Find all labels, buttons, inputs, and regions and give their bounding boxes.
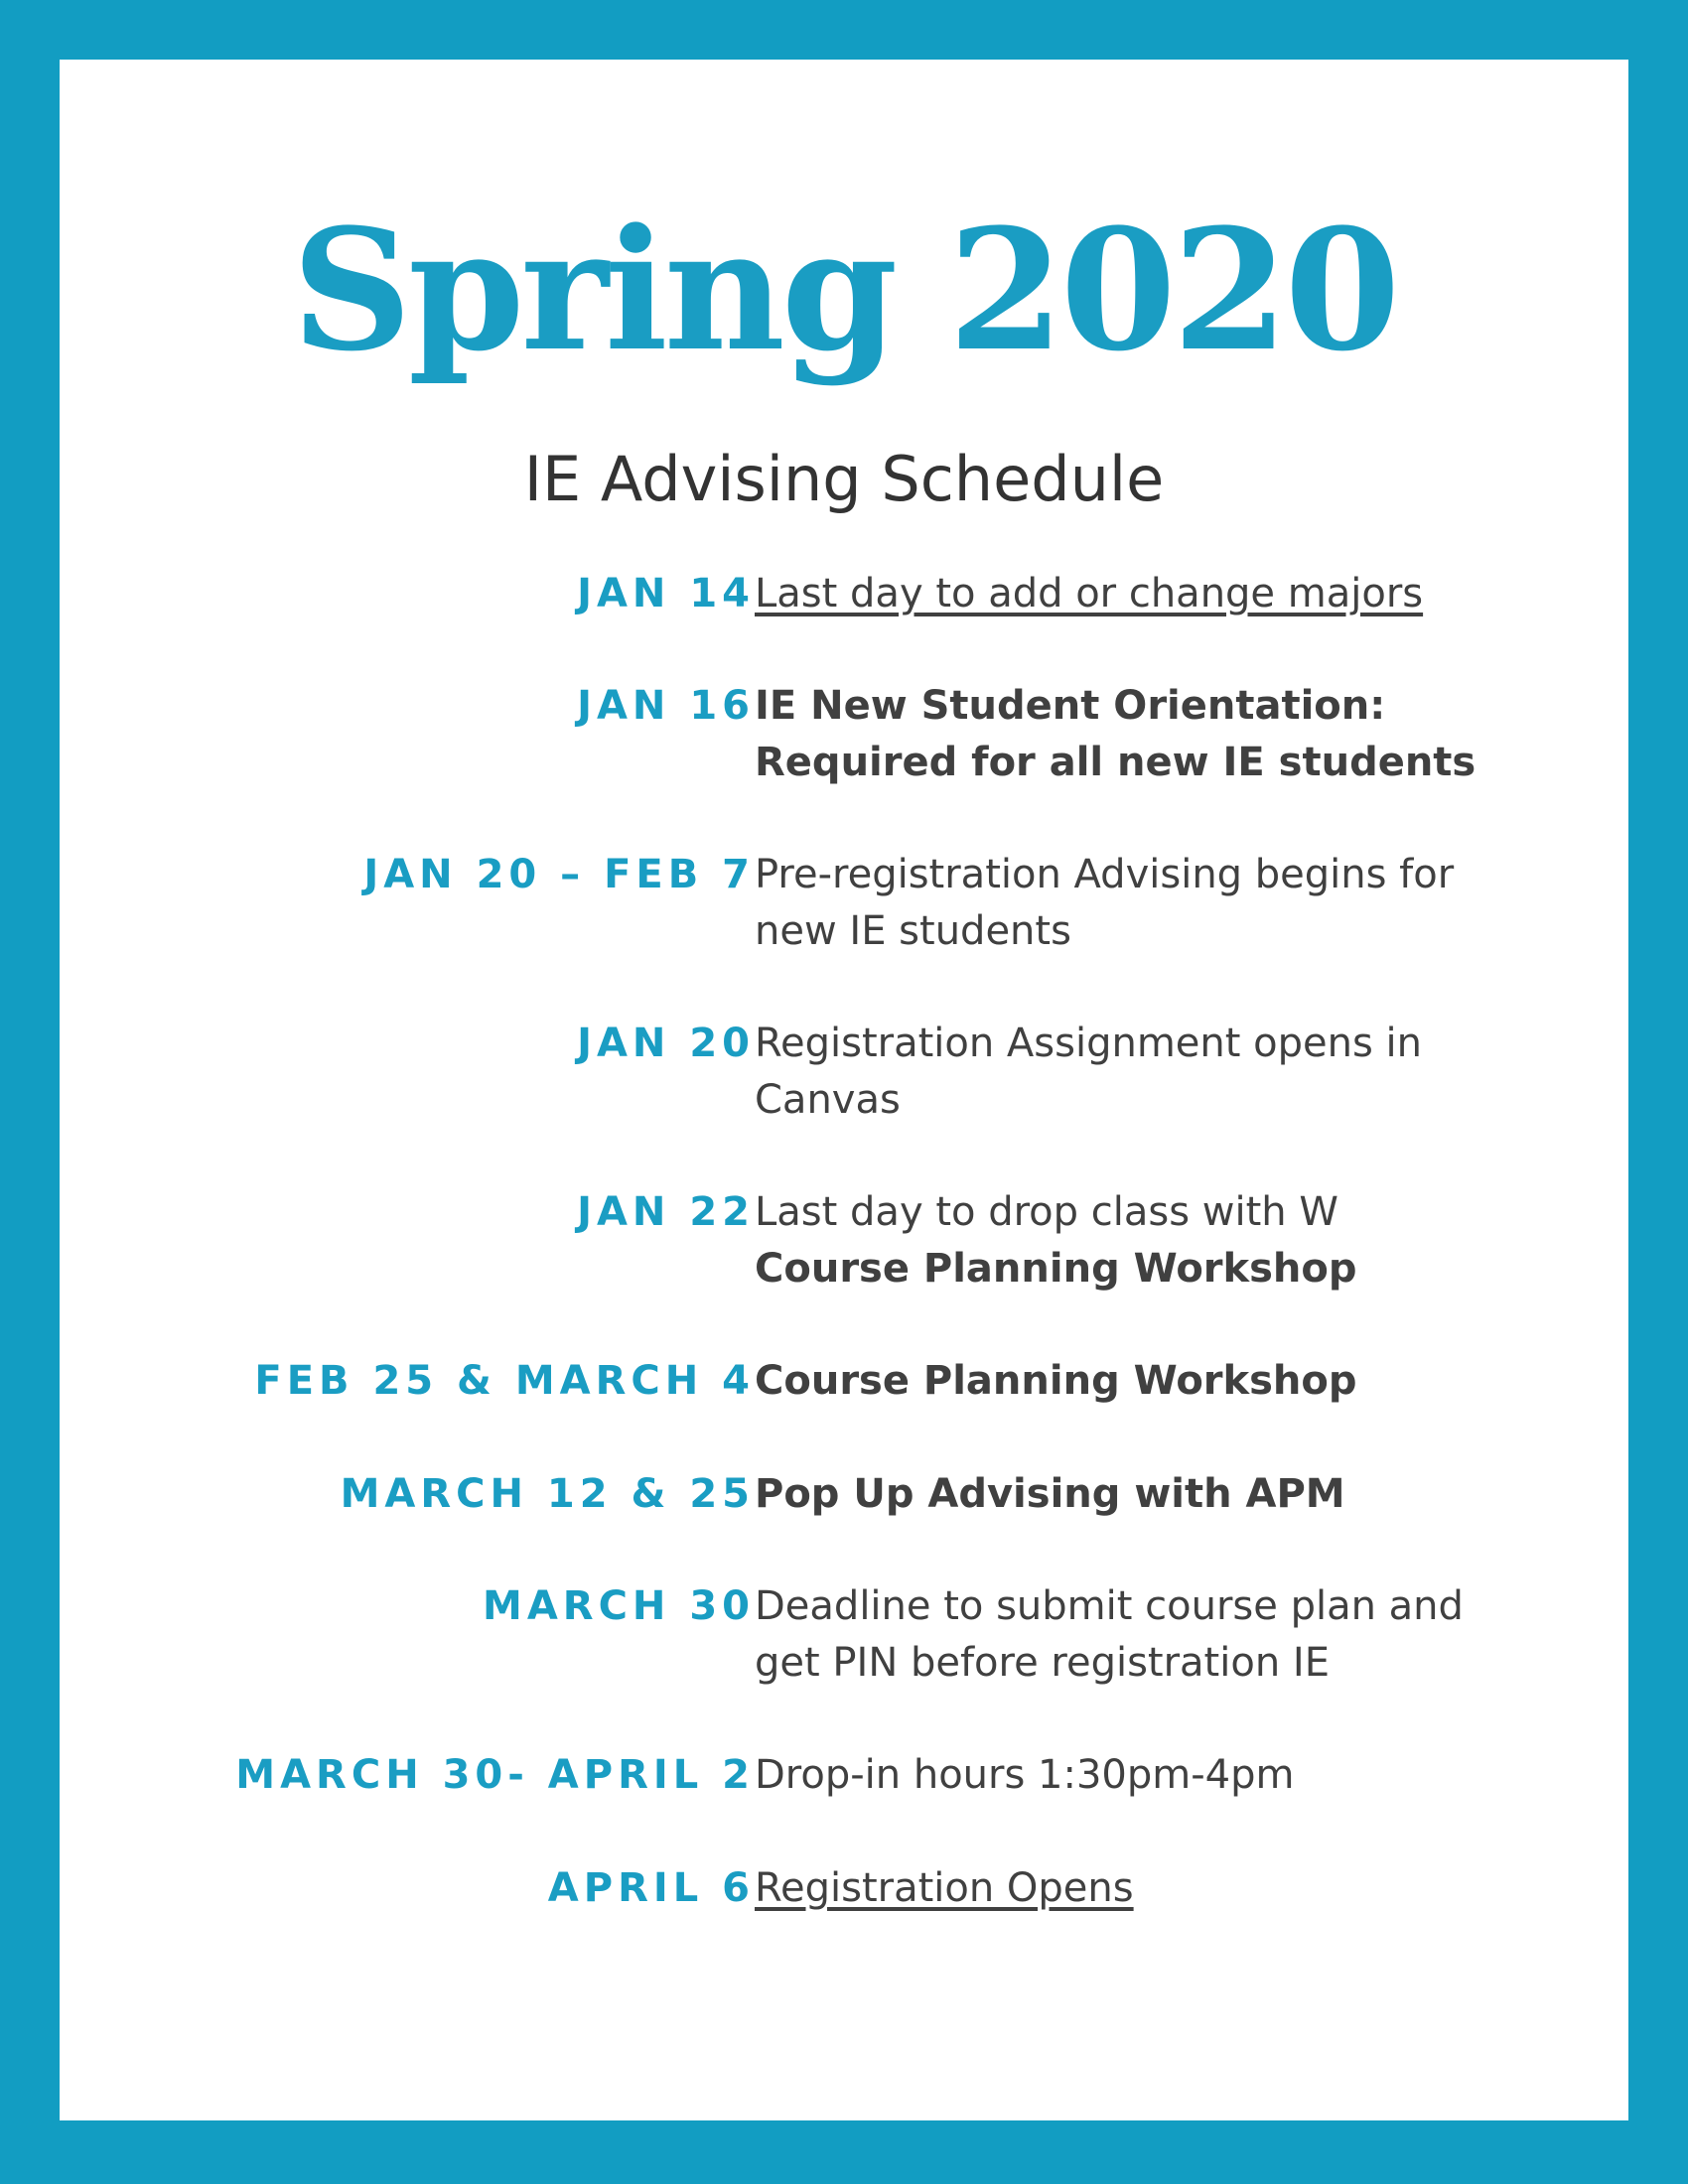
schedule-description <box>755 1747 1549 1804</box>
schedule-description <box>755 566 1549 622</box>
schedule-description <box>755 1466 1549 1523</box>
schedule-date: JAN 20 – FEB 7 <box>363 852 755 897</box>
page-title: Spring 2020 <box>291 192 1397 388</box>
schedule-date: APRIL 6 <box>547 1865 755 1911</box>
schedule-line: Pop Up Advising with APM <box>755 1471 1345 1517</box>
schedule-date: MARCH 30 <box>483 1583 755 1629</box>
schedule-date: JAN 16 <box>577 683 755 729</box>
schedule-date: MARCH 12 & 25 <box>340 1471 755 1517</box>
schedule-line: Drop-in hours 1:30pm-4pm <box>755 1752 1295 1798</box>
schedule-line: Course Planning Workshop <box>755 1358 1357 1404</box>
schedule-line: Canvas <box>755 1077 901 1123</box>
schedule-description <box>755 678 1549 791</box>
schedule-line: get PIN before registration IE <box>755 1640 1330 1686</box>
schedule-description <box>755 1353 1549 1410</box>
schedule-line: Pre-registration Advising begins for <box>755 852 1455 897</box>
schedule-description <box>755 1578 1549 1692</box>
schedule-description <box>755 1860 1549 1917</box>
schedule-date: JAN 14 <box>577 571 755 616</box>
page-subtitle: IE Advising Schedule <box>523 443 1165 515</box>
schedule-line: new IE students <box>755 908 1071 954</box>
page <box>60 60 1628 2120</box>
schedule-description <box>755 847 1549 960</box>
schedule-line: Last day to drop class with W <box>755 1189 1338 1235</box>
schedule-date: FEB 25 & MARCH 4 <box>254 1358 755 1404</box>
schedule-description <box>755 1184 1549 1297</box>
schedule-date: MARCH 30- APRIL 2 <box>235 1752 755 1798</box>
schedule-description <box>755 1016 1549 1129</box>
schedule-line: Deadline to submit course plan and <box>755 1583 1464 1629</box>
schedule-line: Registration Assignment opens in <box>755 1021 1422 1066</box>
registration-opens-text: Registration Opens <box>755 1865 1134 1911</box>
schedule-line: Required for all new IE students <box>755 740 1477 785</box>
schedule-date: JAN 22 <box>577 1189 755 1235</box>
schedule-date: JAN 20 <box>577 1021 755 1066</box>
schedule-line: IE New Student Orientation: <box>755 683 1386 729</box>
add-change-majors-text: Last day to add or change majors <box>755 571 1424 616</box>
schedule-line: Course Planning Workshop <box>755 1246 1357 1292</box>
